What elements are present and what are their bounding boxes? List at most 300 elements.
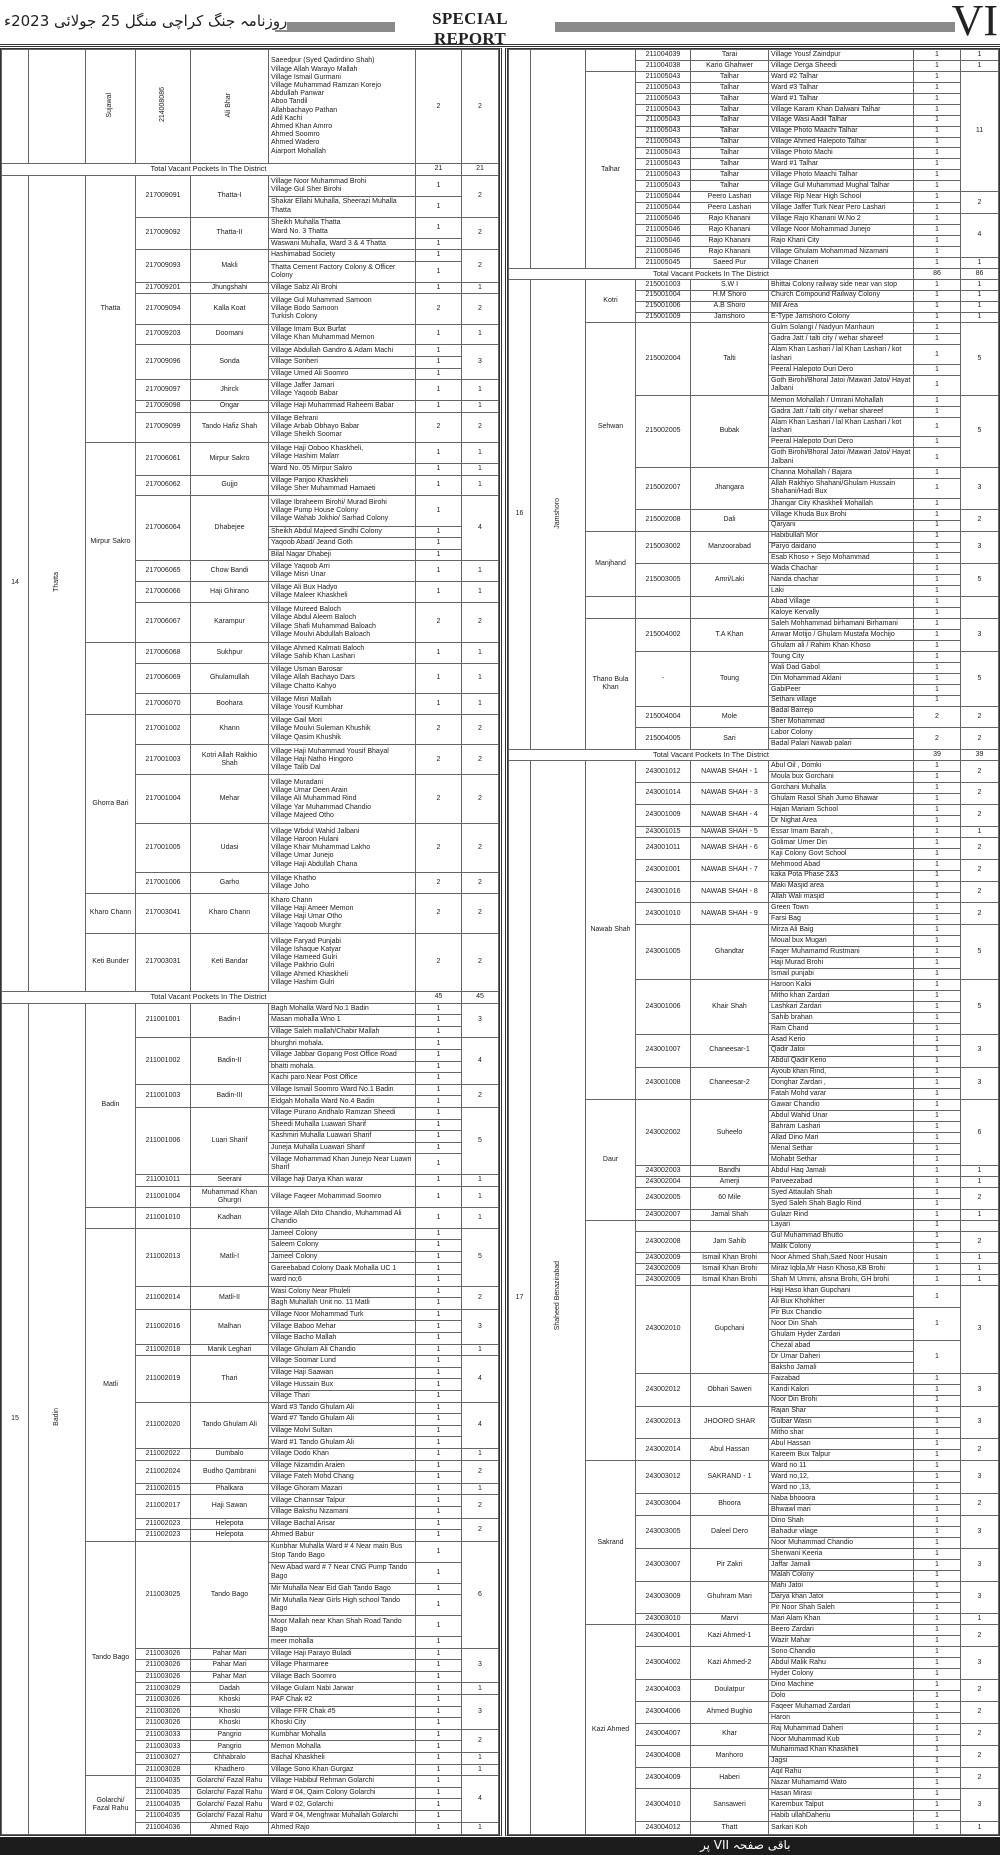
cell-village-pocket: Gulbar Wasn <box>769 1417 914 1428</box>
cell-union-council: Amerji <box>691 1176 769 1187</box>
cell-total-pockets: 4 <box>462 1038 499 1084</box>
cell-vacant-pockets: 1 <box>914 437 961 448</box>
cell-village-pocket: Gorchani Muhalla <box>769 783 914 794</box>
cell-vacant-pockets: 1 <box>416 1729 462 1741</box>
cell-district-text: Badin <box>52 1408 60 1427</box>
cell-uc-code: 215001006 <box>636 301 691 312</box>
cell-uc-code: 211002024 <box>136 1460 191 1483</box>
cell-union-council: Muhammad Khan Ghurgri <box>191 1186 269 1207</box>
cell-village-pocket: Village Wasi Aadil Talhar <box>769 115 914 126</box>
cell-village-pocket: Pir Noor Shah Saleh <box>769 1603 914 1614</box>
cell-vacant-pockets: 1 <box>416 1367 462 1379</box>
cell-vacant-pockets: 1 <box>416 1660 462 1672</box>
cell-total-pockets: 1 <box>462 1186 499 1207</box>
cell-village-pocket: Mahi Jatoi <box>769 1581 914 1592</box>
cell-total-pockets: 3 <box>961 1034 999 1067</box>
cell-village-pocket: Sher Mohammad <box>769 717 914 728</box>
cell-taluka: Badin <box>86 1003 136 1207</box>
cell-village-pocket: Laki <box>769 586 914 597</box>
cell-taluka: Manjhand <box>586 531 636 597</box>
cell-vacant-pockets: 1 <box>914 597 961 608</box>
cell-village-pocket: Village Molvi Sultan <box>269 1425 416 1437</box>
cell-village-pocket: Village Gulam Nabi Jarwar <box>269 1683 416 1695</box>
cell-uc-code <box>636 1220 691 1231</box>
cell-village-pocket: Alam Khan Lashari / lal Khan Lashari / kot lashari <box>769 345 914 365</box>
cell-vacant-pockets: 1 <box>914 1494 961 1505</box>
cell-uc-code: 211003033 <box>136 1741 191 1753</box>
cell-union-council: Haji Sawan <box>191 1495 269 1518</box>
cell-village-pocket: Ward #2 Talhar <box>769 71 914 82</box>
cell-total-pockets: 6 <box>961 1100 999 1166</box>
cell-total-pockets: 2 <box>462 175 499 217</box>
cell-uc-code: 211002018 <box>136 1344 191 1356</box>
cell-vacant-pockets: 1 <box>416 1683 462 1695</box>
cell-village-pocket: Village Photo Maachi Talhar <box>769 126 914 137</box>
cell-vacant-pockets: 1 <box>416 642 462 663</box>
cell-village-pocket: Ward #3 Talhar <box>769 82 914 93</box>
cell-village-pocket: Village Soomar Lund <box>269 1356 416 1368</box>
cell-vacant-pockets: 1 <box>416 1391 462 1403</box>
cell-uc-code: 211002022 <box>136 1448 191 1460</box>
cell-total-pockets: 3 <box>961 619 999 652</box>
cell-union-council: Talhar <box>691 181 769 192</box>
cell-village-pocket: Goth Birohi/Bhoral Jatoi /Mawari Jatoi/ Hayat Jalbani <box>769 376 914 396</box>
cell-union-council: Pangrio <box>191 1741 269 1753</box>
cell-union-council: Rajo Khanani <box>691 214 769 225</box>
cell-vacant-pockets: 1 <box>416 345 462 357</box>
cell-vacant-pockets: 1 <box>416 1706 462 1718</box>
cell-village-pocket: Village Ghoram Mazari <box>269 1483 416 1495</box>
cell-vacant-pockets: 1 <box>416 1356 462 1368</box>
cell-total-pockets: 1 <box>462 1752 499 1764</box>
cell-uc-code: 211003026 <box>136 1706 191 1718</box>
cell-vacant-pockets: 1 <box>416 1810 462 1822</box>
cell-union-council: Tando Ghulam Ali <box>191 1402 269 1448</box>
cell-village-pocket: Malah Colony <box>769 1570 914 1581</box>
cell-village-pocket: Village Photo Machi <box>769 148 914 159</box>
cell-vacant-pockets: 1 <box>914 115 961 126</box>
cell-total-pockets: 1 <box>961 312 999 323</box>
cell-village-pocket: Abdul Wahid Unar <box>769 1111 914 1122</box>
cell-vacant-pockets: 1 <box>914 848 961 859</box>
cell-union-council: Khoski <box>191 1694 269 1706</box>
cell-taluka: Mirpur Sakro <box>86 442 136 642</box>
cell-vacant-pockets: 1 <box>416 1344 462 1356</box>
cell-vacant-pockets: 1 <box>914 794 961 805</box>
cell-uc-code: 211003028 <box>136 1764 191 1776</box>
cell-vacant-pockets: 1 <box>914 279 961 290</box>
cell-vacant-pockets: 1 <box>914 564 961 575</box>
cell-uc-code: 211005043 <box>636 104 691 115</box>
cell-vacant-pockets: 1 <box>914 1406 961 1417</box>
cell-vacant-pockets: 1 <box>914 1603 961 1614</box>
cell-vacant-pockets: 1 <box>416 1518 462 1530</box>
cell-village-pocket: Village haji Darya Khan warar <box>269 1175 416 1187</box>
cell-village-pocket: Rajan Shar <box>769 1406 914 1417</box>
cell-uc-code: 211005043 <box>636 148 691 159</box>
cell-union-council: Kadhan <box>191 1207 269 1228</box>
cell-village-pocket: Village Ghulam Mohammad Nizamani <box>769 246 914 257</box>
cell-village-pocket: Masan mohalla Wno 1 <box>269 1015 416 1027</box>
cell-union-council: Tando Bago <box>191 1541 269 1648</box>
cell-vacant-pockets: 1 <box>914 1045 961 1056</box>
cell-uc-code: 217006070 <box>136 694 191 715</box>
cell-uc-code: 211005043 <box>636 170 691 181</box>
cell-village-pocket: Yaqoob Abad/ Jeand Goth <box>269 538 416 550</box>
cell-union-council: Budho Qambrani <box>191 1460 269 1483</box>
cell-total-pockets: 2 <box>961 805 999 827</box>
district-total-vacant: 45 <box>416 992 462 1004</box>
cell-village-pocket: Village Derga Sheedi <box>769 60 914 71</box>
cell-village-pocket: Bhwawl mari <box>769 1505 914 1516</box>
cell-vacant-pockets: 1 <box>416 1799 462 1811</box>
cell-vacant-pockets: 1 <box>914 640 961 651</box>
page-header <box>0 0 1000 47</box>
cell-uc-code: 215003005 <box>636 564 691 597</box>
cell-vacant-pockets: 1 <box>914 1155 961 1166</box>
cell-vacant-pockets: 1 <box>416 694 462 715</box>
page-footer-bar <box>0 1837 1000 1855</box>
cell-village-pocket: Gadra Jatt / talti city / wehar shareef <box>769 406 914 417</box>
cell-uc-code: 243002013 <box>636 1406 691 1439</box>
cell-village-pocket: bhurghri mohala. <box>269 1038 416 1050</box>
cell-uc-code: 243004006 <box>636 1701 691 1723</box>
cell-total-pockets: 3 <box>961 1789 999 1822</box>
cell-village-pocket: Village Pharmaree <box>269 1660 416 1672</box>
cell-village-pocket: Ghulam Hyder Zardari <box>769 1330 914 1341</box>
cell-uc-code: 243002004 <box>636 1176 691 1187</box>
cell-uc-code: 243002014 <box>636 1439 691 1461</box>
cell-vacant-pockets: 1 <box>416 582 462 603</box>
cell-total-pockets: 2 <box>462 894 499 934</box>
cell-uc-code: 211002023 <box>136 1518 191 1530</box>
cell-union-council <box>691 597 769 619</box>
cell-vacant-pockets: 1 <box>914 805 961 816</box>
cell-village-pocket: Village Thari <box>269 1391 416 1403</box>
cell-total-pockets: 3 <box>961 1067 999 1100</box>
cell-union-council: Badin-I <box>191 1003 269 1038</box>
cell-vacant-pockets: 1 <box>914 980 961 991</box>
cell-union-council: Talhar <box>691 159 769 170</box>
cell-vacant-pockets: 1 <box>914 225 961 236</box>
cell-vacant-pockets: 1 <box>914 126 961 137</box>
cell-total-pockets: 2 <box>961 761 999 783</box>
cell-vacant-pockets: 1 <box>914 1636 961 1647</box>
cell-union-council: Rajo Khanani <box>691 246 769 257</box>
cell-vacant-pockets: 1 <box>914 1505 961 1516</box>
cell-total-pockets: 1 <box>961 1209 999 1220</box>
cell-uc-code: 217009091 <box>136 175 191 217</box>
cell-taluka: Talhar <box>586 71 636 268</box>
cell-union-council <box>191 50 269 164</box>
cell-total-pockets: 2 <box>961 1439 999 1461</box>
cell-village-pocket: Abdul Malik Rahu <box>769 1658 914 1669</box>
cell-village-pocket: Hajan Mariam School <box>769 805 914 816</box>
cell-uc-code: 243003005 <box>636 1515 691 1548</box>
cell-village-pocket: Faizabad <box>769 1373 914 1384</box>
cell-total-pockets: 1 <box>961 290 999 301</box>
cell-total-pockets: 4 <box>462 1402 499 1448</box>
cell-vacant-pockets: 1 <box>914 542 961 553</box>
cell-village-pocket: Kaloye Kervally <box>769 608 914 619</box>
cell-vacant-pockets: 1 <box>416 1541 462 1562</box>
cell-uc-code: 215004002 <box>636 619 691 652</box>
cell-village-pocket: Village Usman Barosar Village Allah Bachayo Dars Village Chatto Kahyo <box>269 663 416 693</box>
cell-district <box>531 761 586 1835</box>
cell-village-pocket: Sarkari Koh <box>769 1822 914 1835</box>
cell-union-council: Manik Leghari <box>191 1344 269 1356</box>
cell-vacant-pockets: 1 <box>416 1595 462 1616</box>
cell-uc-code: 243002007 <box>636 1209 691 1220</box>
cell-uc-code: 211004035 <box>136 1776 191 1788</box>
cell-uc-code: 211003033 <box>136 1729 191 1741</box>
cell-village-pocket: Sahib brahan <box>769 1012 914 1023</box>
cell-uc-code: 211005044 <box>636 203 691 214</box>
cell-village-pocket: Village Khuda Bux Brohi <box>769 509 914 520</box>
cell-union-council: Sukhpur <box>191 642 269 663</box>
cell-village-pocket: Village Bakshu Nizamani <box>269 1506 416 1518</box>
cell-total-pockets: 1 <box>961 1822 999 1835</box>
cell-vacant-pockets: 1 <box>416 1437 462 1449</box>
cell-uc-code: 217006068 <box>136 642 191 663</box>
cell-total-pockets: 1 <box>961 1275 999 1286</box>
cell-vacant-pockets: 1 <box>914 673 961 684</box>
district-total-row <box>509 268 999 279</box>
cell-total-pockets <box>961 597 999 619</box>
cell-village-pocket: Ward No. 05 Mirpur Sakro <box>269 463 416 475</box>
cell-total-pockets: 6 <box>462 1541 499 1648</box>
cell-vacant-pockets: 1 <box>914 71 961 82</box>
cell-union-council: Chow Bandi <box>191 561 269 582</box>
cell-union-council: Seerani <box>191 1175 269 1187</box>
cell-uc-code: 243001012 <box>636 761 691 783</box>
cell-total-pockets: 5 <box>462 1228 499 1286</box>
cell-union-council: Peero Lashari <box>691 192 769 203</box>
section-title: SPECIAL REPORT <box>432 9 508 48</box>
cell-taluka: Kazi Ahmed <box>586 1625 636 1835</box>
cell-union-council: Peero Lashari <box>691 203 769 214</box>
cell-vacant-pockets: 1 <box>914 575 961 586</box>
cell-uc-code: 243001005 <box>636 925 691 980</box>
left-table-panel <box>0 48 502 1836</box>
cell-union-council: Kotri Allah Rakhio Shah <box>191 745 269 775</box>
cell-vacant-pockets: 1 <box>416 1107 462 1119</box>
cell-union-council: NAWAB SHAH - 5 <box>691 826 769 837</box>
district-total-overall: 45 <box>462 992 499 1004</box>
cell-union-council: Helepota <box>191 1518 269 1530</box>
cell-union-council: Toung <box>691 651 769 706</box>
cell-village-pocket: Village Wbdul Wahid Jalbani Village Haroon Hulani Village Khair Muhammad Lakho Village Umar Junejo Village Haji Abdullah Chana <box>269 824 416 873</box>
cell-uc-code: 211005043 <box>636 137 691 148</box>
cell-village-pocket: Channa Mohallah / Bajara <box>769 468 914 479</box>
cell-vacant-pockets: 1 <box>914 608 961 619</box>
cell-vacant-pockets: 1 <box>914 192 961 203</box>
cell-vacant-pockets: 1 <box>914 1701 961 1712</box>
cell-village-pocket: Toung City <box>769 651 914 662</box>
district-total-label: Total Vacant Pockets In The District <box>509 268 914 279</box>
cell-uc-code: 211003029 <box>136 1683 191 1695</box>
cell-village-pocket: bhatti mohala. <box>269 1061 416 1073</box>
cell-village-pocket: Village Yousf Zaindpur <box>769 50 914 61</box>
cell-vacant-pockets: 1 <box>416 1506 462 1518</box>
cell-village-pocket: Raj Muhammad Daheri <box>769 1723 914 1734</box>
cell-vacant-pockets: 1 <box>416 1718 462 1730</box>
cell-union-council: Ghuhram Mari <box>691 1581 769 1614</box>
cell-vacant-pockets: 1 <box>914 290 961 301</box>
cell-union-council: Mirpur Sakro <box>191 442 269 475</box>
cell-union-council: Manhoro <box>691 1745 769 1767</box>
cell-vacant-pockets: 1 <box>914 1056 961 1067</box>
cell-vacant-pockets: 1 <box>914 1373 961 1384</box>
cell-taluka: Matli <box>86 1228 136 1541</box>
cell-vacant-pockets: 1 <box>914 60 961 71</box>
cell-village-pocket: Hashimabad Society <box>269 250 416 262</box>
cell-total-pockets: 2 <box>961 1745 999 1767</box>
cell-taluka: Golarchi/ Fazal Rahu <box>86 1776 136 1835</box>
cell-vacant-pockets: 1 <box>416 1061 462 1073</box>
cell-village-pocket: Ghulam Rasol Shah Jumo Bhawar <box>769 794 914 805</box>
cell-vacant-pockets: 1 <box>416 463 462 475</box>
cell-village-pocket: Mari Alam Khan <box>769 1614 914 1625</box>
cell-vacant-pockets: 1 <box>416 496 462 526</box>
cell-total-pockets: 2 <box>961 1701 999 1723</box>
cell-union-council: Udasi <box>191 824 269 873</box>
cell-village-pocket: E-Type Jamshoro Colony <box>769 312 914 323</box>
cell-vacant-pockets: 1 <box>914 301 961 312</box>
cell-union-council: Jhungshahi <box>191 282 269 294</box>
cell-vacant-pockets: 2 <box>416 294 462 324</box>
cell-uc-code: 211003026 <box>136 1718 191 1730</box>
cell-total-pockets: 1 <box>462 1822 499 1835</box>
cell-union-council: Helepota <box>191 1530 269 1542</box>
cell-vacant-pockets: 1 <box>914 1439 961 1450</box>
cell-vacant-pockets: 1 <box>914 815 961 826</box>
cell-uc-code: 211004035 <box>136 1799 191 1811</box>
cell-total-pockets: 3 <box>961 1406 999 1439</box>
cell-vacant-pockets: 1 <box>914 1658 961 1669</box>
cell-vacant-pockets: 1 <box>416 238 462 250</box>
cell-village-pocket: PAF Chak #2 <box>269 1694 416 1706</box>
cell-uc-code: 211003026 <box>136 1671 191 1683</box>
cell-vacant-pockets: 1 <box>416 1186 462 1207</box>
cell-village-pocket: Din Mohammad Aklani <box>769 673 914 684</box>
cell-union-council: Daleel Dero <box>691 1515 769 1548</box>
cell-vacant-pockets: 2 <box>416 775 462 824</box>
cell-village-pocket: Kumbhar Mohalla <box>269 1729 416 1741</box>
cell-uc-code: 211005043 <box>636 181 691 192</box>
cell-union-council <box>691 1220 769 1231</box>
cell-vacant-pockets: 1 <box>416 1003 462 1015</box>
cell-vacant-pockets: 1 <box>914 1034 961 1045</box>
cell-union-council: Badin-III <box>191 1084 269 1107</box>
cell-uc-code: 211005043 <box>636 126 691 137</box>
cell-taluka <box>86 642 136 714</box>
cell-village-pocket: Village Gul Muhammad Samoon Village Bodo Samoon Turkish Colony <box>269 294 416 324</box>
cell-village-pocket: Village Channsar Talpur <box>269 1495 416 1507</box>
cell-village-pocket: Ward no 11 <box>769 1461 914 1472</box>
cell-union-council: Doulatpur <box>691 1680 769 1702</box>
district-total-overall: 39 <box>961 750 999 761</box>
cell-uc-code: 243001001 <box>636 859 691 881</box>
cell-total-pockets: 1 <box>961 279 999 290</box>
cell-vacant-pockets: 1 <box>914 783 961 794</box>
cell-vacant-pockets: 1 <box>416 1694 462 1706</box>
cell-vacant-pockets: 1 <box>914 1144 961 1155</box>
cell-total-pockets: 2 <box>462 873 499 894</box>
cell-vacant-pockets: 1 <box>914 520 961 531</box>
cell-serial-number <box>2 50 29 164</box>
cell-vacant-pockets: 1 <box>416 1207 462 1228</box>
cell-uc-code: 211004036 <box>136 1822 191 1835</box>
cell-total-pockets: 2 <box>961 1231 999 1253</box>
cell-vacant-pockets: 1 <box>416 1286 462 1298</box>
cell-village-pocket: Village Baboo Mehar <box>269 1321 416 1333</box>
cell-village-pocket: Juneja Muhalla Luawari Sharif <box>269 1142 416 1154</box>
cell-village-pocket: ward no;6 <box>269 1275 416 1287</box>
cell-total-pockets: 2 <box>462 1518 499 1541</box>
cell-total-pockets: 2 <box>961 783 999 805</box>
cell-vacant-pockets: 1 <box>914 1745 961 1756</box>
cell-village-pocket: Mirza Ali Baig <box>769 925 914 936</box>
cell-union-council: Suheelo <box>691 1100 769 1166</box>
cell-village-pocket: Village Mureed Baloch Village Abdul Aleem Baloch Village Shafi Muhammad Baloach Village Moulvi Abdullah Baloach <box>269 603 416 643</box>
cell-vacant-pockets: 1 <box>914 137 961 148</box>
cell-vacant-pockets: 1 <box>914 1483 961 1494</box>
cell-vacant-pockets: 1 <box>914 1395 961 1406</box>
cell-village-pocket: Beero Zardari <box>769 1625 914 1636</box>
cell-village-pocket: Wali Dad Gabol <box>769 662 914 673</box>
cell-union-council: Obhari Saweri <box>691 1373 769 1406</box>
cell-union-council: Ahmed Rajo <box>191 1822 269 1835</box>
cell-village-pocket: New Abad ward # 7 Near CNG Pump Tando Bago <box>269 1562 416 1583</box>
table-row <box>509 50 999 61</box>
cell-village-pocket: Village Haji Saawan <box>269 1367 416 1379</box>
cell-uc-code: 217006064 <box>136 496 191 561</box>
cell-vacant-pockets: 1 <box>914 958 961 969</box>
cell-district <box>29 175 86 991</box>
cell-village-pocket: Ward #7 Tando Ghulam Ali <box>269 1414 416 1426</box>
cell-village-pocket: Kachi paro.Near Post Office <box>269 1073 416 1085</box>
cell-union-council: Ismail Khan Brohi <box>691 1275 769 1286</box>
cell-uc-code: 243001011 <box>636 837 691 859</box>
cell-vacant-pockets: 1 <box>914 1756 961 1767</box>
cell-village-pocket: Ward no ,13, <box>769 1483 914 1494</box>
cell-vacant-pockets: 1 <box>914 859 961 870</box>
cell-village-pocket: Mohabt Sethar <box>769 1155 914 1166</box>
cell-village-pocket: Jhangar City Khaskheli Mohallah <box>769 498 914 509</box>
cell-vacant-pockets: 1 <box>914 925 961 936</box>
cell-vacant-pockets: 1 <box>416 196 462 217</box>
cell-village-pocket: Peeral Halepoto Duri Dero <box>769 365 914 376</box>
cell-vacant-pockets: 1 <box>416 1263 462 1275</box>
cell-vacant-pockets: 1 <box>914 1286 961 1308</box>
cell-uc-code: 211005043 <box>636 115 691 126</box>
cell-uc-code: 211005046 <box>636 235 691 246</box>
cell-district-text: Thatta <box>52 571 60 592</box>
cell-village-pocket: Village Faryad Punjabi Village Ishaque Katyar Village Hameed Gulri Village Pakhrio Gulri Village Ahmed Khaskheli Village Hashim Gulri <box>269 933 416 991</box>
cell-total-pockets: 1 <box>961 1165 999 1176</box>
cell-total-pockets: 2 <box>462 250 499 283</box>
cell-uc-code: 217009094 <box>136 294 191 324</box>
cell-uc-code: 211002017 <box>136 1495 191 1518</box>
cell-village-pocket: Asad Kerio <box>769 1034 914 1045</box>
cell-vacant-pockets: 2 <box>416 933 462 991</box>
cell-village-pocket: Noor Muhammad Chandio <box>769 1537 914 1548</box>
cell-vacant-pockets: 1 <box>416 1154 462 1175</box>
cell-village-pocket: Village Ahmed Kalmati Baloch Village Sahib Khan Lashari <box>269 642 416 663</box>
cell-vacant-pockets: 2 <box>914 706 961 728</box>
cell-union-council: Sansaweri <box>691 1789 769 1822</box>
